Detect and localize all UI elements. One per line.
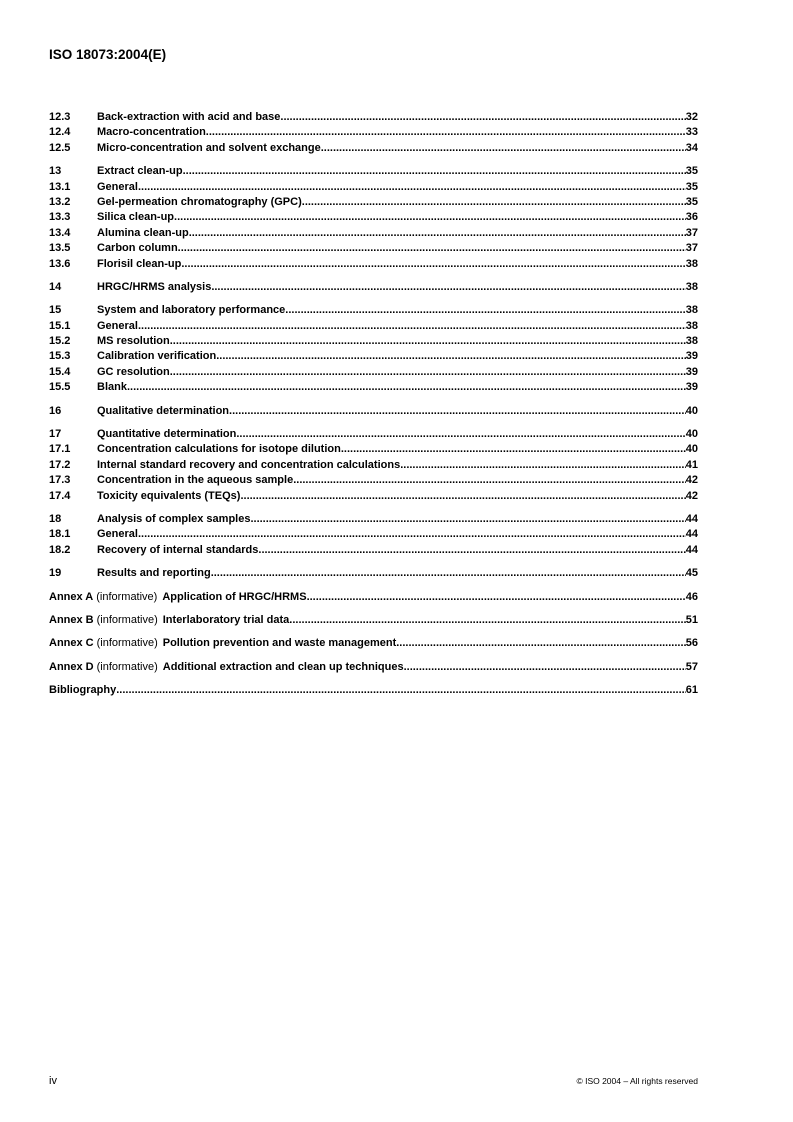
toc-entry-title: Recovery of internal standards [97, 543, 259, 556]
toc-entry-title: GC resolution [97, 365, 170, 378]
dot-leader [396, 636, 686, 651]
toc-entry[interactable] [49, 404, 698, 419]
toc-entry-number: 15.1 [49, 319, 71, 332]
toc-entry[interactable] [49, 195, 698, 210]
toc-entry[interactable] [49, 365, 698, 380]
annex-informative-note: (informative) [96, 613, 158, 626]
toc-entry-page: 42 [685, 474, 698, 487]
toc-entry-page: 45 [685, 567, 698, 580]
toc-entry-title: Back-extraction with acid and base [97, 111, 281, 123]
annex-page: 51 [685, 613, 698, 626]
toc-entry[interactable] [49, 319, 698, 334]
dot-leader [127, 380, 686, 395]
dot-leader [236, 427, 685, 442]
toc-entry-number: 15.4 [49, 365, 71, 378]
toc-entry-title: Toxicity equivalents (TEQs) [97, 489, 241, 502]
toc-entry-title: General [97, 528, 138, 541]
toc-annex-entry[interactable] [49, 636, 698, 651]
toc-entry-page: 38 [685, 280, 698, 293]
toc-annex-entry[interactable] [49, 590, 698, 605]
dot-leader [258, 543, 685, 558]
toc-bibliography-entry[interactable] [49, 683, 698, 698]
dot-leader [404, 660, 686, 675]
toc-entry[interactable] [49, 110, 698, 125]
annex-label: Annex D [49, 660, 94, 673]
toc-entry-number: 13.1 [49, 180, 71, 193]
toc-entry[interactable] [49, 566, 698, 581]
toc-entry[interactable] [49, 427, 698, 442]
toc-entry[interactable] [49, 489, 698, 504]
toc-entry-number: 12.5 [49, 141, 71, 154]
toc-entry-page: 40 [685, 404, 698, 417]
toc-entry-number: 17.4 [49, 489, 71, 502]
toc-entry-page: 39 [685, 350, 698, 363]
toc-entry[interactable] [49, 527, 698, 542]
toc-entry-number: 13.2 [49, 195, 71, 208]
toc-entry-number: 13.3 [49, 211, 71, 224]
dot-leader [170, 365, 686, 380]
annex-page: 57 [685, 660, 698, 673]
toc-entry-title: Carbon column [97, 242, 178, 255]
toc-entry-page: 38 [685, 257, 698, 270]
toc-entry[interactable] [49, 543, 698, 558]
dot-leader [400, 458, 686, 473]
toc-entry-title: Concentration in the aqueous sample [97, 474, 294, 487]
annex-title: Additional extraction and clean up techniques [162, 660, 404, 673]
toc-entry-title: Concentration calculations for isotope dilution [97, 443, 341, 456]
toc-entry-page: 39 [685, 365, 698, 378]
document-id: ISO 18073:2004(E) [49, 47, 167, 62]
toc-entry-page: 36 [685, 211, 698, 224]
toc-entry[interactable] [49, 210, 698, 225]
dot-leader [183, 164, 686, 179]
toc-entry-title: MS resolution [97, 335, 170, 348]
toc-entry-page: 39 [685, 381, 698, 394]
toc-entry-number: 17.1 [49, 443, 71, 456]
toc-entry[interactable] [49, 473, 698, 488]
toc-entry-title: Blank [97, 381, 127, 394]
dot-leader [293, 473, 686, 488]
dot-leader [250, 512, 685, 527]
dot-leader [240, 489, 685, 504]
toc-entry-number: 13.4 [49, 226, 71, 239]
toc-entry[interactable] [49, 164, 698, 179]
toc-entry[interactable] [49, 280, 698, 295]
annex-title: Application of HRGC/HRMS [162, 590, 307, 603]
toc-entry-number: 18.2 [49, 543, 71, 556]
annex-title: Pollution prevention and waste management [162, 637, 397, 650]
toc-entry-page: 38 [685, 304, 698, 317]
toc-entry-page: 35 [685, 165, 698, 178]
dot-leader [280, 110, 685, 125]
toc-annex-entry[interactable] [49, 613, 698, 628]
toc-entry-title: Analysis of complex samples [97, 512, 251, 525]
dot-leader [302, 195, 686, 210]
dot-leader [229, 404, 686, 419]
annex-page: 46 [685, 590, 698, 603]
toc-entry-page: 33 [685, 126, 698, 139]
toc-entry[interactable] [49, 334, 698, 349]
annex-title: Interlaboratory trial data [162, 613, 290, 626]
dot-leader [178, 241, 686, 256]
page-number: iv [49, 1075, 57, 1087]
toc-entry-page: 40 [685, 443, 698, 456]
table-of-contents [49, 110, 698, 699]
toc-entry-page: 44 [685, 543, 698, 556]
toc-entry-title: Alumina clean-up [97, 226, 189, 239]
toc-entry[interactable] [49, 512, 698, 527]
toc-entry-page: 44 [685, 512, 698, 525]
dot-leader [181, 257, 685, 272]
toc-entry-page: 35 [685, 195, 698, 208]
toc-entry-number: 18 [49, 512, 62, 525]
toc-entry-page: 35 [685, 180, 698, 193]
dot-leader [216, 349, 686, 364]
toc-entry[interactable] [49, 226, 698, 241]
dot-leader [307, 590, 686, 605]
toc-entry-number: 15.3 [49, 350, 71, 363]
dot-leader [211, 280, 685, 295]
toc-entry[interactable] [49, 241, 698, 256]
dot-leader [189, 226, 686, 241]
toc-entry[interactable] [49, 180, 698, 195]
toc-entry-page: 38 [685, 335, 698, 348]
toc-entry[interactable] [49, 257, 698, 272]
toc-entry-title: Macro-concentration [97, 126, 206, 139]
toc-entry-number: 17.3 [49, 474, 71, 487]
dot-leader [138, 319, 686, 334]
toc-entry-title: Micro-concentration and solvent exchange [97, 141, 321, 154]
toc-entry-title: General [97, 319, 138, 332]
toc-annex-entry[interactable] [49, 660, 698, 675]
copyright-notice: © ISO 2004 – All rights reserved [576, 1076, 698, 1086]
dot-leader [138, 527, 686, 542]
dot-leader [138, 180, 686, 195]
dot-leader [174, 210, 686, 225]
toc-entry-page: 34 [685, 141, 698, 154]
toc-entry-number: 13.5 [49, 242, 71, 255]
toc-entry-title: Quantitative determination [97, 428, 237, 441]
toc-entry-number: 13.6 [49, 257, 71, 270]
toc-entry-page: 32 [685, 111, 698, 123]
toc-entry-number: 14 [49, 280, 62, 293]
toc-entry[interactable] [49, 303, 698, 318]
toc-entry[interactable] [49, 458, 698, 473]
toc-entry-title: Calibration verification [97, 350, 217, 363]
toc-entry-number: 12.3 [49, 111, 71, 123]
toc-entry-number: 12.4 [49, 126, 71, 139]
toc-entry-page: 37 [685, 226, 698, 239]
dot-leader [116, 683, 686, 698]
toc-entry-number: 15.2 [49, 335, 71, 348]
toc-entry-title: Gel-permeation chromatography (GPC) [97, 195, 302, 208]
toc-entry-page: 42 [685, 489, 698, 502]
dot-leader [285, 303, 685, 318]
toc-entry-page: 41 [685, 458, 698, 471]
toc-entry[interactable] [49, 349, 698, 364]
toc-entry-number: 18.1 [49, 528, 71, 541]
toc-entry[interactable] [49, 442, 698, 457]
dot-leader [289, 613, 685, 628]
toc-entry-number: 13 [49, 165, 62, 178]
toc-entry-page: 40 [685, 428, 698, 441]
toc-entry-title: Qualitative determination [97, 404, 230, 417]
toc-entry-title: Florisil clean-up [97, 257, 182, 270]
bibliography-page: 61 [685, 684, 698, 697]
dot-leader [211, 566, 686, 581]
toc-entry-title: System and laboratory performance [97, 304, 286, 317]
toc-entry-title: Silica clean-up [97, 211, 175, 224]
toc-entry-page: 37 [685, 242, 698, 255]
toc-entry-number: 17 [49, 428, 62, 441]
annex-label: Annex A [49, 590, 94, 603]
toc-entry-number: 15.5 [49, 381, 71, 394]
annex-informative-note: (informative) [96, 660, 158, 673]
toc-entry-page: 38 [685, 319, 698, 332]
annex-informative-note: (informative) [96, 637, 158, 650]
bibliography-title: Bibliography [49, 684, 117, 697]
toc-entry-page: 44 [685, 528, 698, 541]
annex-label: Annex C [49, 637, 94, 650]
toc-entry[interactable] [49, 141, 698, 156]
toc-entry-title: HRGC/HRMS analysis [97, 280, 212, 293]
dot-leader [321, 141, 686, 156]
toc-entry-number: 17.2 [49, 458, 71, 471]
dot-leader [170, 334, 686, 349]
toc-entry[interactable] [49, 380, 698, 395]
toc-entry[interactable] [49, 125, 698, 140]
annex-page: 56 [685, 637, 698, 650]
toc-entry-title: Extract clean-up [97, 165, 183, 178]
toc-entry-number: 15 [49, 304, 62, 317]
annex-label: Annex B [49, 613, 94, 626]
toc-entry-title: Results and reporting [97, 567, 211, 580]
dot-leader [206, 125, 686, 140]
toc-entry-title: General [97, 180, 138, 193]
dot-leader [341, 442, 686, 457]
toc-entry-title: Internal standard recovery and concentration calculations [97, 458, 401, 471]
annex-informative-note: (informative) [96, 590, 158, 603]
toc-entry-number: 16 [49, 404, 62, 417]
toc-entry-number: 19 [49, 567, 62, 580]
